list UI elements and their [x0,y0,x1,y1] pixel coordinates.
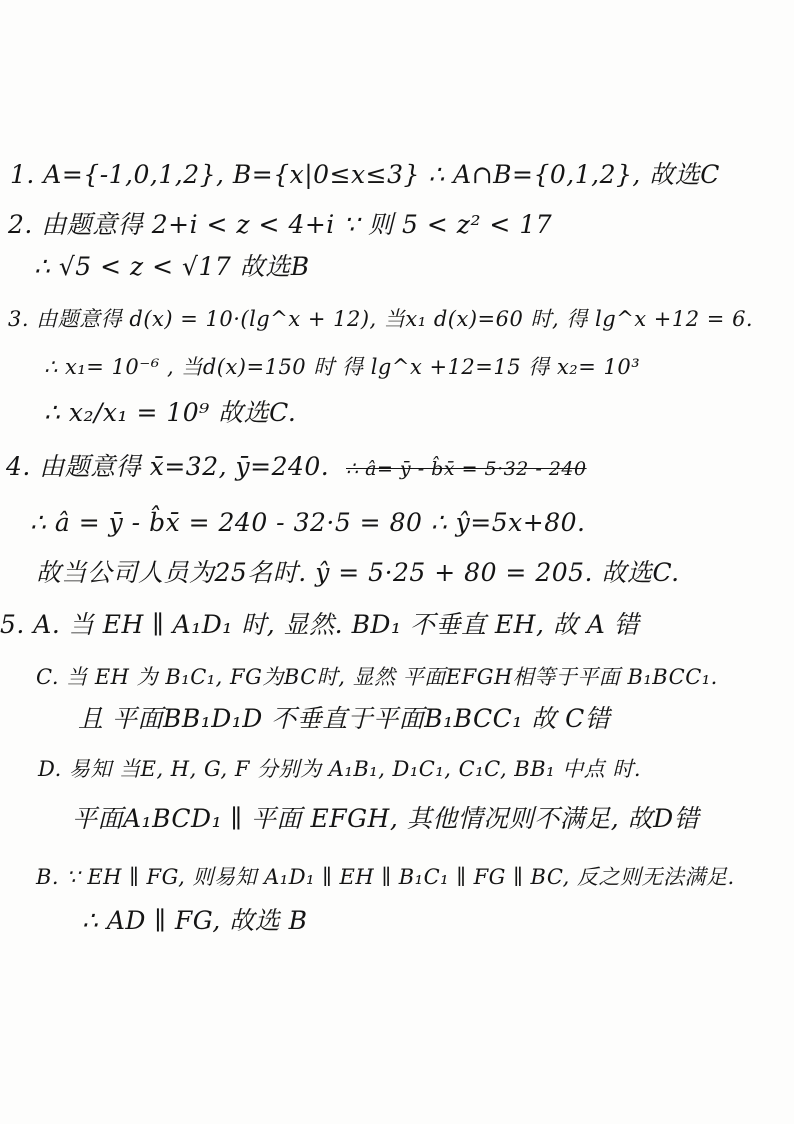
q4-line-1: 4. 由题意得 x̄=32, ȳ=240. [6,452,330,481]
q1-line-1: 1. A={-1,0,1,2}, B={x|0≤x≤3} ∴ A∩B={0,1,2}, 故选C [10,160,720,189]
q4-line-2: ∴ â = ȳ - b̂x̄ = 240 - 32·5 = 80 ∴ ŷ=5x+80. [30,508,586,537]
q2-line-2: ∴ √5 < z < √17 故选B [34,252,310,281]
q5-line-4: D. 易知 当E, H, G, F 分别为 A₁B₁, D₁C₁, C₁C, BB₁ 中点 时. [38,757,642,781]
q4-line-3: 故当公司人员为25名时. ŷ = 5·25 + 80 = 205. 故选C. [36,558,680,587]
q5-line-1: 5. A. 当 EH ∥ A₁D₁ 时, 显然. BD₁ 不垂直 EH, 故 A 错 [0,610,640,639]
q3-line-1: 3. 由题意得 d(x) = 10·(lg^x + 12), 当x₁ d(x)=60 时, 得 lg^x +12 = 6. [8,307,754,331]
q5-line-7: ∴ AD ∥ FG, 故选 B [82,906,308,935]
q5-line-2: C. 当 EH 为 B₁C₁, FG为BC时, 显然 平面EFGH相等于平面 B₁BCC₁. [36,665,718,689]
q3-line-3: ∴ x₂/x₁ = 10⁹ 故选C. [44,398,297,427]
q3-line-2: ∴ x₁= 10⁻⁶ , 当d(x)=150 时 得 lg^x +12=15 得 x₂= 10³ [44,355,641,379]
q5-line-6: B. ∵ EH ∥ FG, 则易知 A₁D₁ ∥ EH ∥ B₁C₁ ∥ FG ∥ BC, 反之则无法满足. [36,865,735,889]
q5-line-5: 平面A₁BCD₁ ∥ 平面 EFGH, 其他情况则不满足, 故D错 [72,804,700,833]
q4-crossed-out-work: ∴ â= ȳ - b̂x̄ = 5·32 - 240 [346,458,587,480]
q5-line-3: 且 平面BB₁D₁D 不垂直于平面B₁BCC₁ 故 C错 [78,704,611,733]
q2-line-1: 2. 由题意得 2+i < z < 4+i ∵ 则 5 < z² < 17 [8,210,553,239]
